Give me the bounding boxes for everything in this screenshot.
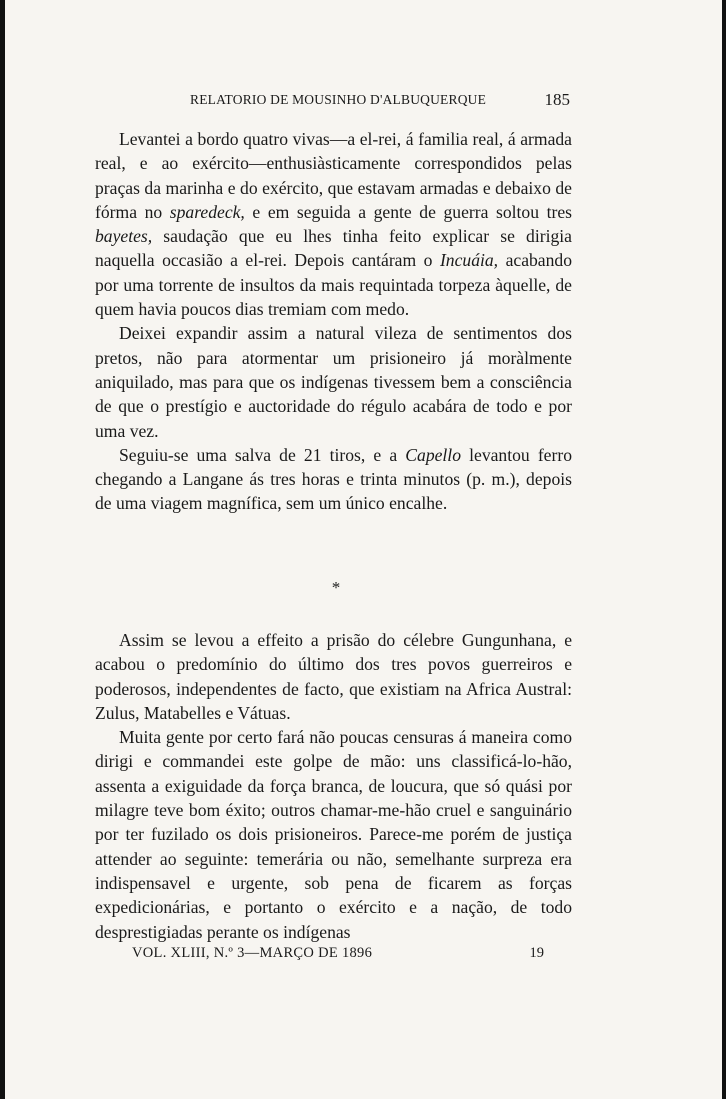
page-footer	[132, 945, 544, 967]
signature-mark: 19	[529, 945, 544, 961]
italic-term: Incuáia,	[439, 250, 499, 271]
page-header	[190, 90, 574, 112]
page-number: 185	[544, 90, 570, 109]
italic-term: bayetes,	[95, 226, 153, 247]
running-head: RELATORIO DE MOUSINHO D'ALBUQUERQUE	[190, 92, 487, 107]
paragraph: Levantei a bordo quatro vivas—a el-rei, á familia real, á armada real, e ao exército—enthusiàsticamente correspondidos pelas praças da marinha e do exército, que estavam armadas e debaixo de fórma no sparedeck, e em seguida a gente de guerra soltou tres bayetes, saudação que eu lhes tinha feito explicar se dirigia naquella occasião a el-rei. Depois cantáram o Incuáia, acabando por uma torrente de insultos da mais requintada torpeza àquelle, de quem havia poucos dias tremiam com medo.	[95, 129, 572, 320]
paragraph: Seguiu-se uma salva de 21 tiros, e a Capello levantou ferro chegando a Langane ás tres horas e trinta minutos (p. m.), depois de uma viagem magnífica, sem um único encalhe.	[95, 444, 573, 514]
paragraph: Muita gente por certo fará não poucas censuras á maneira como dirigi e commandei este golpe de mão: uns classificá-lo-hão, assenta a exiguidade da força branca, de loucura, que só quási por milagre teve bom éxito; outros chamar-me-hão cruel e sanguinário por ter fuzilado os dois prisioneiros. Parece-me porém de justiça attender ao seguinte: temerária ou não, semelhante surpreza era indispensavel e urgente, sob pena de ficarem as forças expedicionárias, e portanto o exército e a nação, de todo desprestigiadas perante os indígenas	[95, 727, 572, 942]
scan-border-left	[0, 0, 5, 1099]
volume-info: VOL. XLIII, N.º 3—MARÇO DE 1896	[132, 945, 373, 961]
section-before-separator	[95, 127, 572, 516]
section-after-separator	[95, 628, 572, 944]
italic-term: sparedeck,	[169, 201, 245, 222]
italic-term: Capello	[405, 444, 461, 465]
paragraph: Assim se levou a effeito a prisão do célebre Gungunhana, e acabou o predomínio do último dos tres povos guerreiros e poderosos, independentes de facto, que existiam na Africa Austral: Zulus, Matabelles e Vátuas.	[95, 630, 572, 723]
section-separator: *	[331, 578, 341, 597]
paragraph: Deixei expandir assim a natural vileza de sentimentos dos pretos, não para atormentar um prisioneiro já moràlmente aniquilado, mas para que os indígenas tivessem bem a consciência de que o prestígio e auctoridade do régulo acabára de todo e por uma vez.	[95, 323, 572, 441]
scan-border-right	[722, 0, 726, 1099]
